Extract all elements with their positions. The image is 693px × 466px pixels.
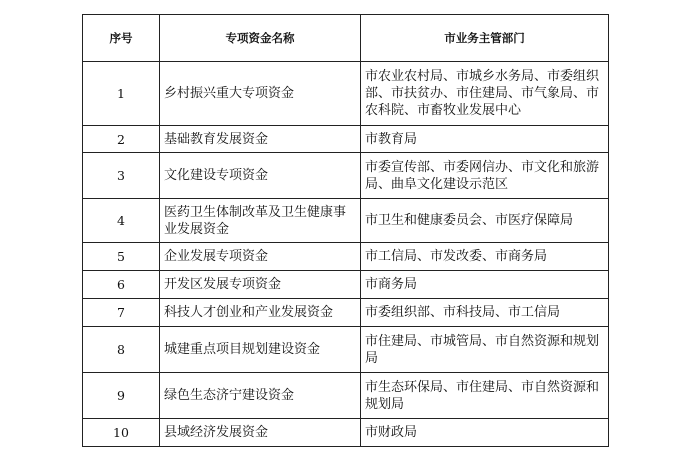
table-row: [83, 419, 609, 447]
department: 市财政局: [361, 419, 609, 447]
fund-name: 文化建设专项资金: [160, 153, 361, 199]
fund-name: 县域经济发展资金: [160, 419, 361, 447]
table-row: [83, 62, 609, 126]
row-index: 4: [83, 199, 160, 243]
row-index: 1: [83, 62, 160, 126]
table-row: [83, 327, 609, 373]
table-row: [83, 271, 609, 299]
header-department: 市业务主管部门: [361, 15, 609, 62]
fund-name: 乡村振兴重大专项资金: [160, 62, 361, 126]
fund-name: 绿色生态济宁建设资金: [160, 373, 361, 419]
fund-name: 企业发展专项资金: [160, 243, 361, 271]
table-header-row: [83, 15, 609, 62]
table-row: [83, 243, 609, 271]
row-index: 5: [83, 243, 160, 271]
header-fund-name: 专项资金名称: [160, 15, 361, 62]
fund-table: [82, 14, 609, 447]
department: 市卫生和健康委员会、市医疗保障局: [361, 199, 609, 243]
table-row: [83, 199, 609, 243]
row-index: 10: [83, 419, 160, 447]
header-index: 序号: [83, 15, 160, 62]
table-row: [83, 373, 609, 419]
table-row: [83, 153, 609, 199]
department: 市住建局、市城管局、市自然资源和规划局: [361, 327, 609, 373]
row-index: 9: [83, 373, 160, 419]
department: 市委组织部、市科技局、市工信局: [361, 299, 609, 327]
department: 市教育局: [361, 126, 609, 153]
row-index: 8: [83, 327, 160, 373]
row-index: 6: [83, 271, 160, 299]
fund-name: 科技人才创业和产业发展资金: [160, 299, 361, 327]
department: 市委宣传部、市委网信办、市文化和旅游局、曲阜文化建设示范区: [361, 153, 609, 199]
row-index: 3: [83, 153, 160, 199]
row-index: 2: [83, 126, 160, 153]
row-index: 7: [83, 299, 160, 327]
table-row: [83, 126, 609, 153]
table-row: [83, 299, 609, 327]
department: 市农业农村局、市城乡水务局、市委组织部、市扶贫办、市住建局、市气象局、市农科院、市畜牧业发展中心: [361, 62, 609, 126]
department: 市商务局: [361, 271, 609, 299]
department: 市生态环保局、市住建局、市自然资源和规划局: [361, 373, 609, 419]
fund-name: 城建重点项目规划建设资金: [160, 327, 361, 373]
department: 市工信局、市发改委、市商务局: [361, 243, 609, 271]
fund-name: 基础教育发展资金: [160, 126, 361, 153]
fund-name: 医药卫生体制改革及卫生健康事业发展资金: [160, 199, 361, 243]
fund-name: 开发区发展专项资金: [160, 271, 361, 299]
